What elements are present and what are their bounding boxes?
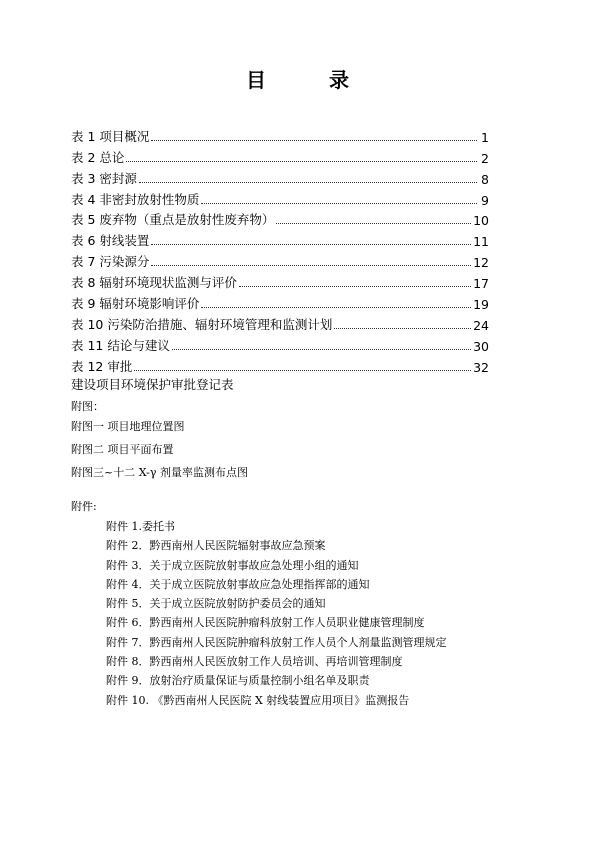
toc-entry[interactable] [71,354,489,375]
toc-entry-label: 表 11 结论与建议 [71,337,170,353]
figure-item: 附图三~十二 X-γ 剂量率监测布点图 [71,466,248,479]
toc-entry-label: 表 5 废弃物（重点是放射性废弃物） [71,212,275,228]
toc-entry[interactable] [71,270,489,291]
toc-leader-dots [139,182,477,183]
toc-entry-page: 8 [481,171,489,187]
toc-leader-dots [126,161,477,162]
attachment-item: 附件 9．放射治疗质量保证与质量控制小组名单及职责 [106,674,370,688]
toc-entry-label: 表 6 射线装置 [71,233,150,249]
toc-leader-dots [134,370,471,371]
toc-entry[interactable] [71,124,489,145]
toc-entry-label: 表 7 污染源分 [71,254,150,270]
toc-entry[interactable] [71,333,489,354]
toc-leader-dots [201,203,477,204]
toc-entry[interactable] [71,187,489,208]
figures-list [71,418,248,487]
toc-entry-page: 32 [473,359,489,375]
attachment-item: 附件 2．黔西南州人民医院辐射事故应急预案 [106,539,326,553]
figures-heading: 附图： [71,400,104,413]
toc-entry-page: 2 [481,150,489,166]
toc-entry-page: 17 [473,276,489,292]
toc-entry-label: 表 1 项目概况 [71,128,150,144]
toc-entry-label: 表 2 总论 [71,149,125,165]
toc-entry[interactable] [71,249,489,270]
toc-entry[interactable] [71,291,489,312]
attachment-item: 附件 8．黔西南州人民医放射工作人员培训、再培训管理制度 [106,655,403,669]
toc-entry-label: 表 10 污染防治措施、辐射环境管理和监测计划 [71,316,333,332]
attachments-list [106,518,447,711]
figure-item: 附图一 项目地理位置图 [71,420,185,433]
toc-entry-page: 30 [473,338,489,354]
attachment-item: 附件 5．关于成立医院放射防护委员会的通知 [106,597,326,611]
toc-entry-page: 24 [473,317,489,333]
toc-entry-page: 9 [481,192,489,208]
attachment-item: 附件 6．黔西南州人民医院肿瘤科放射工作人员职业健康管理制度 [106,616,425,630]
toc-entry[interactable] [71,312,489,333]
toc-entry-page: 11 [473,234,489,250]
attachment-item: 附件 10. 《黔西南州人民医院 X 射线装置应用项目》监测报告 [106,693,410,707]
toc-entry-page: 10 [473,213,489,229]
attachment-item: 附件 3．关于成立医院放射事故应急处理小组的通知 [106,558,359,572]
toc-leader-dots [151,265,471,266]
toc-leader-dots [172,349,471,350]
toc-entry-label: 表 12 审批 [71,358,133,374]
toc-entry-label: 表 8 辐射环境现状监测与评价 [71,275,237,291]
toc-entry-page: 12 [473,255,489,271]
figure-item: 附图二 项目平面布置 [71,443,174,456]
toc-leader-dots [151,140,477,141]
registration-form-entry[interactable]: 建设项目环境保护审批登记表 [71,377,234,392]
toc-entry-page: 1 [481,129,489,145]
toc-leader-dots [151,244,471,245]
attachment-item: 附件 4．关于成立医院放射事故应急处理指挥部的通知 [106,577,370,591]
toc-entry[interactable] [71,208,489,229]
toc-entry-label: 表 9 辐射环境影响评价 [71,296,200,312]
toc-entry-label: 表 4 非密封放射性物质 [71,191,200,207]
toc-leader-dots [201,307,471,308]
attachments-heading: 附件: [71,500,97,513]
toc-leader-dots [239,286,471,287]
attachment-item: 附件 7．黔西南州人民医院肿瘤科放射工作人员个人剂量监测管理规定 [106,635,447,649]
toc-entry-page: 19 [473,297,489,313]
toc-leader-dots [276,223,471,224]
toc-entry[interactable] [71,228,489,249]
table-of-contents [71,124,489,375]
toc-entry[interactable] [71,145,489,166]
toc-leader-dots [334,328,471,329]
toc-entry[interactable] [71,166,489,187]
attachment-item: 附件 1.委托书 [106,520,175,533]
page-title: 目 录 [246,68,377,92]
toc-entry-label: 表 3 密封源 [71,170,137,186]
